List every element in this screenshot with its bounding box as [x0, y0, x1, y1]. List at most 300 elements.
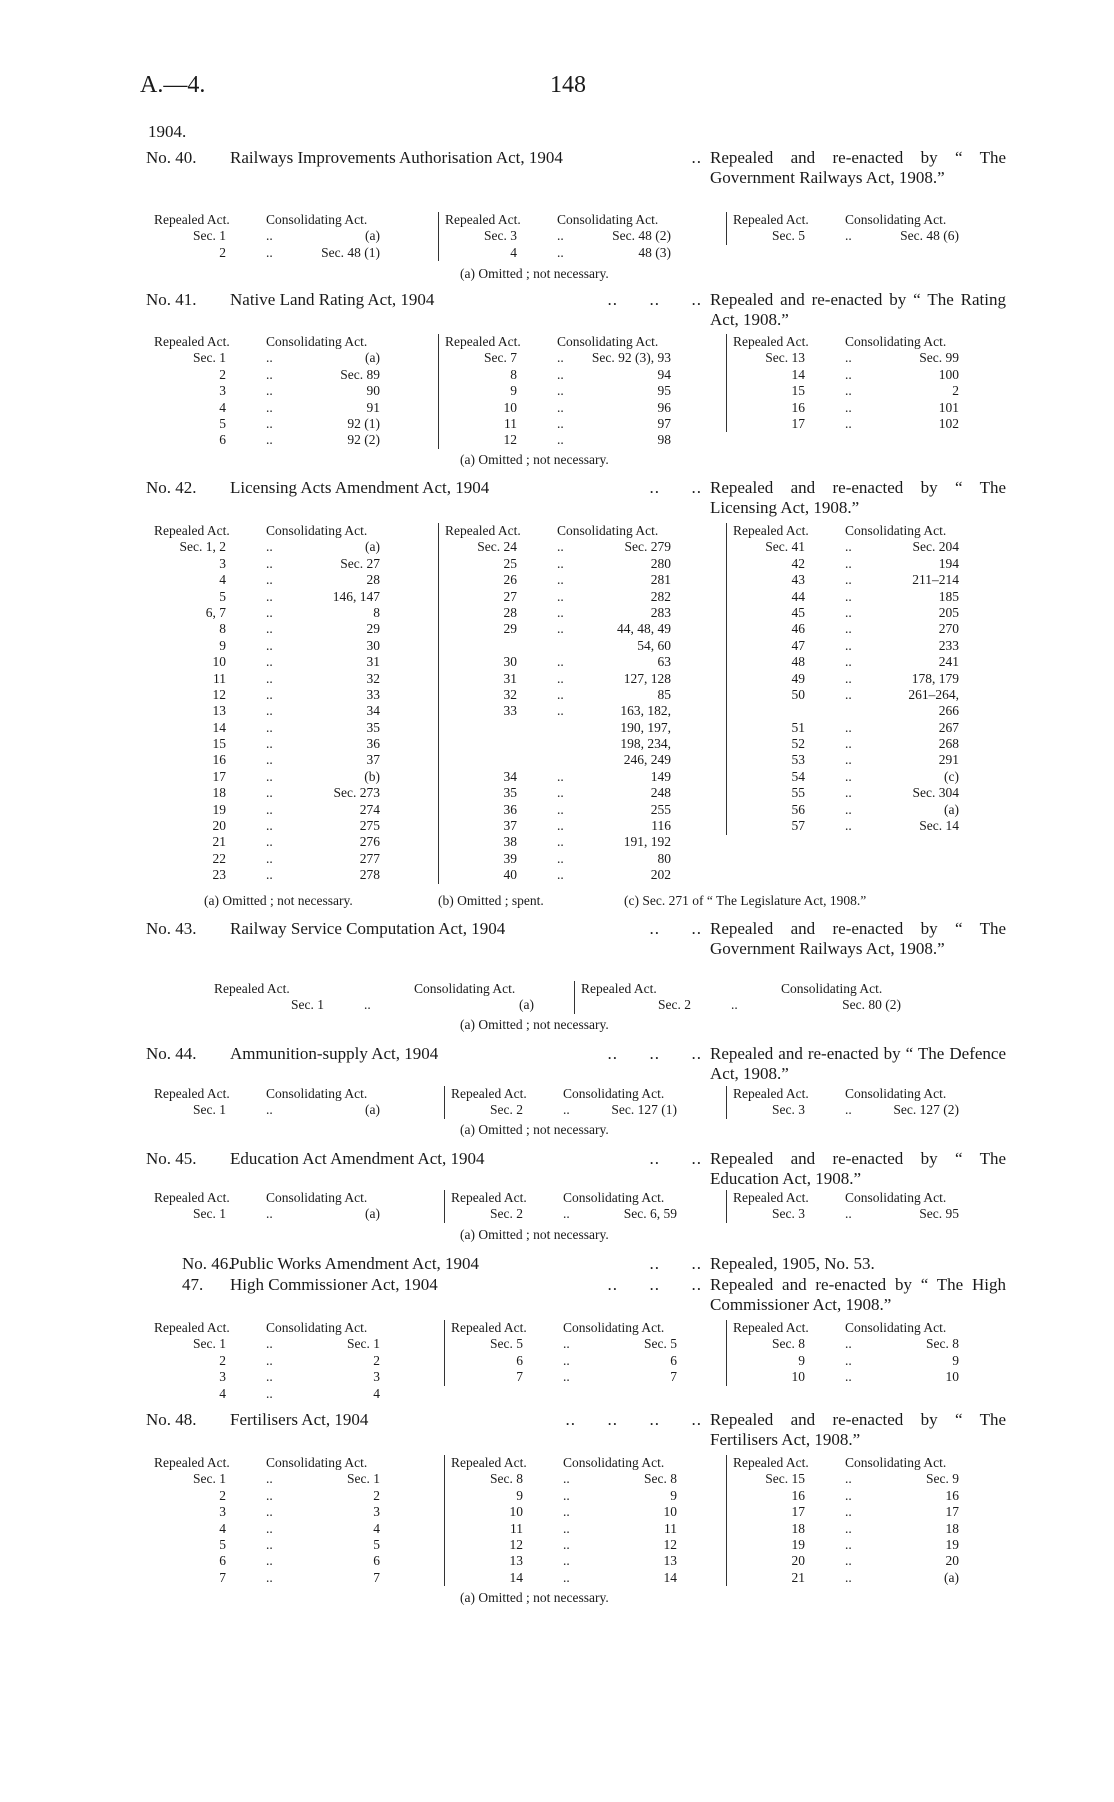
repealed-act-header: Repealed Act. [733, 1190, 809, 1205]
dot-leader: .. [557, 432, 564, 448]
repealed-section: Sec. 7 [484, 350, 517, 366]
dot-leader: .. [845, 1553, 852, 1569]
consolidating-section: 19 [945, 1536, 959, 1552]
dot-leader: .. [266, 415, 273, 431]
act-number: 47. [182, 1275, 204, 1294]
act-entry [146, 1044, 1006, 1137]
repealed-act-header: Repealed Act. [154, 1320, 230, 1335]
act-status: Repealed and re-enacted by “ The Education Act, 1908.” [710, 1149, 1006, 1188]
act-title-line [146, 290, 1006, 329]
consolidating-section: 205 [938, 604, 959, 620]
consolidating-act-header: Consolidating Act. [266, 1320, 368, 1335]
section-column-group [726, 1320, 959, 1386]
repealed-section: 30 [503, 654, 517, 670]
repealed-section: 4 [219, 1385, 226, 1401]
dot-leader: .. [563, 1102, 570, 1118]
repealed-section: 46 [791, 621, 805, 637]
dot-leader: .. [266, 736, 273, 752]
dot-leader: .. [845, 1471, 852, 1487]
repealed-section: 5 [219, 1536, 226, 1552]
dot-leader: .. .. .. [607, 1044, 702, 1063]
consolidating-section: 10 [945, 1369, 959, 1385]
footnote: (a) Omitted ; not necessary. [460, 1017, 609, 1032]
consolidating-act-header: Consolidating Act. [563, 1320, 665, 1335]
repealed-section: Sec. 8 [490, 1471, 523, 1487]
section-column-group [444, 1086, 677, 1119]
consolidating-section: 33 [366, 686, 380, 702]
dot-leader: .. [266, 637, 273, 653]
consolidating-section: 92 (2) [347, 432, 380, 448]
repealed-section: 11 [504, 415, 517, 431]
dot-leader: .. .. .. .. [565, 1410, 702, 1429]
consolidating-section: 3 [373, 1369, 380, 1385]
repealed-section: 15 [791, 383, 805, 399]
consolidating-section: 149 [650, 768, 671, 784]
repealed-act-header: Repealed Act. [154, 523, 230, 538]
consolidating-section: 37 [366, 752, 380, 768]
dot-leader: .. [557, 572, 564, 588]
consolidating-section: (a) [519, 997, 534, 1013]
footnote: (a) Omitted ; not necessary. [460, 1227, 609, 1242]
repealed-section: 4 [219, 572, 226, 588]
act-title-line [146, 1275, 1006, 1314]
consolidating-act-header: Consolidating Act. [414, 981, 516, 996]
consolidating-section: 194 [938, 555, 959, 571]
act-title: Licensing Acts Amendment Act, 1904 [230, 478, 490, 497]
consolidating-section: 7 [373, 1569, 380, 1585]
repealed-section: 49 [791, 670, 805, 686]
dot-leader: .. [266, 399, 273, 415]
consolidating-section: (a) [944, 801, 959, 817]
dot-leader: .. [266, 1352, 273, 1368]
repealed-section: 3 [219, 1369, 226, 1385]
consolidating-section: Sec. 204 [912, 539, 959, 555]
dot-leader: .. [691, 148, 702, 167]
repealed-section: 20 [212, 818, 226, 834]
consolidating-section: 101 [938, 399, 959, 415]
consolidating-section: 17 [945, 1504, 959, 1520]
consolidating-section: 276 [359, 834, 380, 850]
repealed-section: 3 [219, 383, 226, 399]
dot-leader: .. [557, 604, 564, 620]
dot-leader: .. [731, 997, 738, 1013]
consolidating-section: Sec. 273 [333, 785, 380, 801]
dot-leader: .. [845, 768, 852, 784]
act-number: No. 44. [146, 1044, 197, 1063]
consolidating-section: Sec. 48 (1) [321, 244, 380, 260]
consolidating-section: Sec. 89 [340, 366, 380, 382]
dot-leader: .. [557, 588, 564, 604]
dot-leader: .. [845, 383, 852, 399]
dot-leader: .. .. [649, 1254, 702, 1273]
consolidating-section: (a) [365, 539, 380, 555]
consolidating-act-header: Consolidating Act. [557, 212, 659, 227]
consolidating-section: 14 [663, 1569, 677, 1585]
consolidating-section: (a) [365, 228, 380, 244]
consolidating-section: Sec. 127 (1) [611, 1102, 677, 1118]
repealed-section: 3 [219, 555, 226, 571]
dot-leader: .. [557, 670, 564, 686]
dot-leader: .. [266, 228, 273, 244]
dot-leader: .. .. [649, 478, 702, 497]
consolidating-section: 97 [657, 415, 671, 431]
dot-leader: .. [845, 785, 852, 801]
consolidating-section: 283 [650, 604, 671, 620]
repealed-section: 17 [212, 768, 226, 784]
dot-leader: .. [563, 1352, 570, 1368]
consolidating-section: 2 [373, 1352, 380, 1368]
dot-leader: .. [557, 621, 564, 637]
repealed-section: Sec. 1 [193, 1206, 226, 1222]
dot-leader: .. [845, 1536, 852, 1552]
dot-leader: .. [845, 719, 852, 735]
dot-leader: .. [563, 1553, 570, 1569]
dot-leader: .. [845, 686, 852, 702]
consolidating-section: 127, 128 [623, 670, 671, 686]
repealed-section: 9 [219, 637, 226, 653]
dot-leader: .. .. [649, 919, 702, 938]
consolidating-act-header: Consolidating Act. [266, 1190, 368, 1205]
act-status: Repealed and re-enacted by “ The Defence Act, 1908.” [710, 1044, 1006, 1083]
consolidating-section: 146, 147 [332, 588, 380, 604]
repealed-section: 34 [503, 768, 517, 784]
consolidating-section: 16 [945, 1487, 959, 1503]
repealed-section: 10 [212, 654, 226, 670]
dot-leader: .. [557, 350, 564, 366]
consolidating-section: Sec. 127 (2) [893, 1102, 959, 1118]
repealed-section: 6, 7 [205, 604, 226, 620]
consolidating-section: 80 [657, 850, 671, 866]
repealed-section: 9 [516, 1487, 523, 1503]
repealed-section: 52 [791, 736, 805, 752]
repealed-act-header: Repealed Act. [733, 523, 809, 538]
consolidating-section: 261–264, [908, 686, 959, 702]
repealed-section: Sec. 1, 2 [179, 539, 226, 555]
consolidating-act-header: Consolidating Act. [845, 334, 947, 349]
dot-leader: .. [557, 686, 564, 702]
repealed-section: 21 [791, 1569, 805, 1585]
act-number: No. 41. [146, 290, 197, 309]
consolidating-act-header: Consolidating Act. [266, 334, 368, 349]
consolidating-section: 13 [663, 1553, 677, 1569]
page-number: 148 [550, 72, 586, 98]
dot-leader: .. [845, 399, 852, 415]
consolidating-section: (a) [365, 1206, 380, 1222]
repealed-section: 36 [503, 801, 517, 817]
repealed-section: 29 [503, 621, 517, 637]
dot-leader: .. [845, 1102, 852, 1118]
dot-leader: .. [266, 703, 273, 719]
repealed-section: 8 [219, 621, 226, 637]
section-column-group [726, 1190, 959, 1223]
act-entry [146, 1254, 1006, 1274]
consolidating-section: 268 [938, 736, 959, 752]
dot-leader: .. [845, 604, 852, 620]
consolidating-section: 54, 60 [637, 637, 671, 653]
act-number: No. 48. [146, 1410, 197, 1429]
dot-leader: .. [845, 350, 852, 366]
dot-leader: .. [563, 1520, 570, 1536]
act-title: Public Works Amendment Act, 1904 [230, 1254, 480, 1273]
act-status: Repealed and re-enacted by “ The Government Railways Act, 1908.” [710, 148, 1006, 187]
repealed-section: 11 [510, 1520, 523, 1536]
dot-leader: .. [845, 736, 852, 752]
consolidating-section: 281 [650, 572, 671, 588]
repealed-section: 7 [219, 1569, 226, 1585]
repealed-section: 35 [503, 785, 517, 801]
section-column-group [438, 523, 671, 884]
repealed-section: 19 [791, 1536, 805, 1552]
dot-leader: .. [557, 818, 564, 834]
consolidating-section: 4 [373, 1385, 380, 1401]
repealed-act-header: Repealed Act. [451, 1086, 527, 1101]
footnote: (a) Omitted ; not necessary. [204, 893, 353, 908]
consolidating-section: Sec. 14 [919, 818, 959, 834]
dot-leader: .. [563, 1536, 570, 1552]
repealed-act-header: Repealed Act. [154, 334, 230, 349]
act-entry [146, 478, 1006, 908]
dot-leader: .. [845, 1487, 852, 1503]
repealed-act-header: Repealed Act. [445, 212, 521, 227]
repealed-section: Sec. 3 [772, 1206, 805, 1222]
dot-leader: .. [266, 834, 273, 850]
dot-leader: .. [266, 1487, 273, 1503]
repealed-section: 53 [791, 752, 805, 768]
repealed-section: Sec. 1 [193, 1336, 226, 1352]
repealed-section: 39 [503, 850, 517, 866]
footnote: (b) Omitted ; spent. [438, 893, 544, 908]
act-status: Repealed and re-enacted by “ The Licensing Act, 1908.” [710, 478, 1006, 517]
act-title: Education Act Amendment Act, 1904 [230, 1149, 485, 1168]
act-number: No. 42. [146, 478, 197, 497]
repealed-section: 44 [791, 588, 805, 604]
footnote: (c) Sec. 271 of “ The Legislature Act, 1908.” [624, 893, 867, 908]
consolidating-section: 270 [938, 621, 959, 637]
year-heading: 1904. [148, 122, 187, 141]
consolidating-section: 8 [373, 604, 380, 620]
act-entry [146, 1275, 1006, 1401]
consolidating-act-header: Consolidating Act. [266, 523, 368, 538]
repealed-section: Sec. 3 [772, 1102, 805, 1118]
repealed-section: 48 [791, 654, 805, 670]
section-column-group [726, 212, 959, 245]
repealed-act-header: Repealed Act. [733, 212, 809, 227]
dot-leader: .. [845, 1352, 852, 1368]
act-status: Repealed and re-enacted by “ The Government Railways Act, 1908.” [710, 919, 1006, 958]
repealed-section: 51 [791, 719, 805, 735]
consolidating-section: 9 [670, 1487, 677, 1503]
section-column-group [438, 334, 671, 449]
consolidating-section: (a) [365, 1102, 380, 1118]
repealed-act-header: Repealed Act. [154, 1455, 230, 1470]
repealed-section: 11 [213, 670, 226, 686]
consolidating-act-header: Consolidating Act. [563, 1086, 665, 1101]
consolidating-act-header: Consolidating Act. [557, 334, 659, 349]
dot-leader: .. [845, 1504, 852, 1520]
dot-leader: .. [266, 1369, 273, 1385]
dot-leader: .. [563, 1336, 570, 1352]
consolidating-section: 44, 48, 49 [617, 621, 671, 637]
dot-leader: .. [557, 415, 564, 431]
repealed-section: 54 [791, 768, 805, 784]
dot-leader: .. [266, 350, 273, 366]
dot-leader: .. [845, 228, 852, 244]
repealed-act-header: Repealed Act. [451, 1190, 527, 1205]
consolidating-section: 34 [366, 703, 380, 719]
section-column-group [726, 1455, 959, 1586]
consolidating-act-header: Consolidating Act. [266, 1086, 368, 1101]
act-title: Railway Service Computation Act, 1904 [230, 919, 506, 938]
consolidating-section: 198, 234, [620, 736, 671, 752]
consolidating-section: 280 [650, 555, 671, 571]
consolidating-section: 6 [373, 1553, 380, 1569]
repealed-section: 17 [791, 1504, 805, 1520]
dot-leader: .. [845, 572, 852, 588]
repealed-section: 31 [503, 670, 517, 686]
section-column-group [574, 981, 901, 1014]
dot-leader: .. .. .. [607, 290, 702, 309]
section-column-group [726, 334, 959, 432]
repealed-section: 43 [791, 572, 805, 588]
consolidating-act-header: Consolidating Act. [845, 1190, 947, 1205]
act-number: No. 45. [146, 1149, 197, 1168]
consolidating-section: 185 [938, 588, 959, 604]
consolidating-act-header: Consolidating Act. [845, 1320, 947, 1335]
consolidating-section: 211–214 [912, 572, 959, 588]
consolidating-act-header: Consolidating Act. [845, 1455, 947, 1470]
repealed-section: 12 [212, 686, 226, 702]
dot-leader: .. [266, 432, 273, 448]
consolidating-section: 5 [373, 1536, 380, 1552]
repealed-section: 5 [219, 588, 226, 604]
repealed-section: Sec. 8 [772, 1336, 805, 1352]
consolidating-section: 255 [650, 801, 671, 817]
dot-leader: .. [266, 1471, 273, 1487]
dot-leader: .. [266, 801, 273, 817]
footnote: (a) Omitted ; not necessary. [460, 266, 609, 281]
document-code: A.—4. [140, 72, 206, 98]
consolidating-section: 95 [657, 383, 671, 399]
dot-leader: .. [845, 555, 852, 571]
dot-leader: .. [266, 366, 273, 382]
consolidating-section: 6 [670, 1352, 677, 1368]
repealed-section: 14 [791, 366, 805, 382]
repealed-section: 4 [219, 1520, 226, 1536]
repealed-act-header: Repealed Act. [451, 1455, 527, 1470]
repealed-section: 13 [212, 703, 226, 719]
dot-leader: .. [266, 867, 273, 883]
act-title: Native Land Rating Act, 1904 [230, 290, 435, 309]
consolidating-section: 29 [366, 621, 380, 637]
consolidating-section: 30 [366, 637, 380, 653]
section-column-group [726, 523, 959, 835]
consolidating-section: Sec. 8 [644, 1471, 677, 1487]
repealed-section: 21 [212, 834, 226, 850]
dot-leader: .. [266, 686, 273, 702]
repealed-section: Sec. 2 [658, 997, 691, 1013]
repealed-section: 15 [212, 736, 226, 752]
consolidating-section: Sec. 95 [919, 1206, 959, 1222]
repealed-section: 12 [503, 432, 517, 448]
act-entry [146, 1410, 1006, 1605]
consolidating-section: 267 [938, 719, 959, 735]
dot-leader: .. [557, 834, 564, 850]
consolidating-section: Sec. 1 [347, 1336, 380, 1352]
repealed-section: 50 [791, 686, 805, 702]
consolidating-section: 28 [366, 572, 380, 588]
repealed-act-header: Repealed Act. [154, 1086, 230, 1101]
dot-leader: .. [845, 752, 852, 768]
act-status: Repealed and re-enacted by “ The High Commissioner Act, 1908.” [710, 1275, 1006, 1314]
repealed-section: Sec. 13 [765, 350, 805, 366]
repealed-section: 42 [791, 555, 805, 571]
repealed-section: 9 [798, 1352, 805, 1368]
repealed-section: 10 [509, 1504, 523, 1520]
act-title-line [146, 1044, 1006, 1083]
consolidating-section: 4 [373, 1520, 380, 1536]
section-column-group [438, 212, 671, 261]
act-entry [146, 1149, 1006, 1242]
consolidating-act-header: Consolidating Act. [266, 1455, 368, 1470]
dot-leader: .. [557, 383, 564, 399]
repealed-section: Sec. 1 [193, 1102, 226, 1118]
consolidating-section: 96 [657, 399, 671, 415]
repealed-section: 20 [791, 1553, 805, 1569]
dot-leader: .. [845, 539, 852, 555]
consolidating-section: 32 [366, 670, 380, 686]
dot-leader: .. [845, 1206, 852, 1222]
consolidating-section: 63 [657, 654, 671, 670]
act-number: No. 40. [146, 148, 197, 167]
dot-leader: .. [266, 768, 273, 784]
repealed-section: Sec. 1 [291, 997, 324, 1013]
dot-leader: .. [266, 1553, 273, 1569]
consolidating-section: 90 [366, 383, 380, 399]
consolidating-section: 7 [670, 1369, 677, 1385]
dot-leader: .. [266, 654, 273, 670]
consolidating-section: 277 [359, 850, 380, 866]
consolidating-section: Sec. 92 (3), 93 [591, 350, 671, 366]
consolidating-section: 20 [945, 1553, 959, 1569]
dot-leader: .. [845, 1336, 852, 1352]
consolidating-act-header: Consolidating Act. [563, 1190, 665, 1205]
repealed-section: Sec. 24 [477, 539, 517, 555]
consolidating-section: Sec. 99 [919, 350, 959, 366]
dot-leader: .. [266, 785, 273, 801]
dot-leader: .. [557, 768, 564, 784]
consolidating-section: (a) [365, 350, 380, 366]
dot-leader: .. [266, 1569, 273, 1585]
consolidating-act-header: Consolidating Act. [563, 1455, 665, 1470]
dot-leader: .. [845, 1369, 852, 1385]
dot-leader: .. [845, 415, 852, 431]
dot-leader: .. [563, 1206, 570, 1222]
dot-leader: .. [557, 399, 564, 415]
repealed-section: 17 [791, 415, 805, 431]
dot-leader: .. [563, 1487, 570, 1503]
consolidating-section: 91 [366, 399, 380, 415]
repealed-section: 7 [516, 1369, 523, 1385]
dot-leader: .. [266, 1336, 273, 1352]
consolidating-section: 102 [938, 415, 959, 431]
consolidating-section: 12 [663, 1536, 677, 1552]
consolidating-section: Sec. 80 (2) [842, 997, 901, 1013]
consolidating-section: 48 (3) [638, 244, 671, 260]
consolidating-section: 85 [657, 686, 671, 702]
dot-leader: .. [557, 228, 564, 244]
dot-leader: .. [266, 818, 273, 834]
dot-leader: .. [845, 621, 852, 637]
